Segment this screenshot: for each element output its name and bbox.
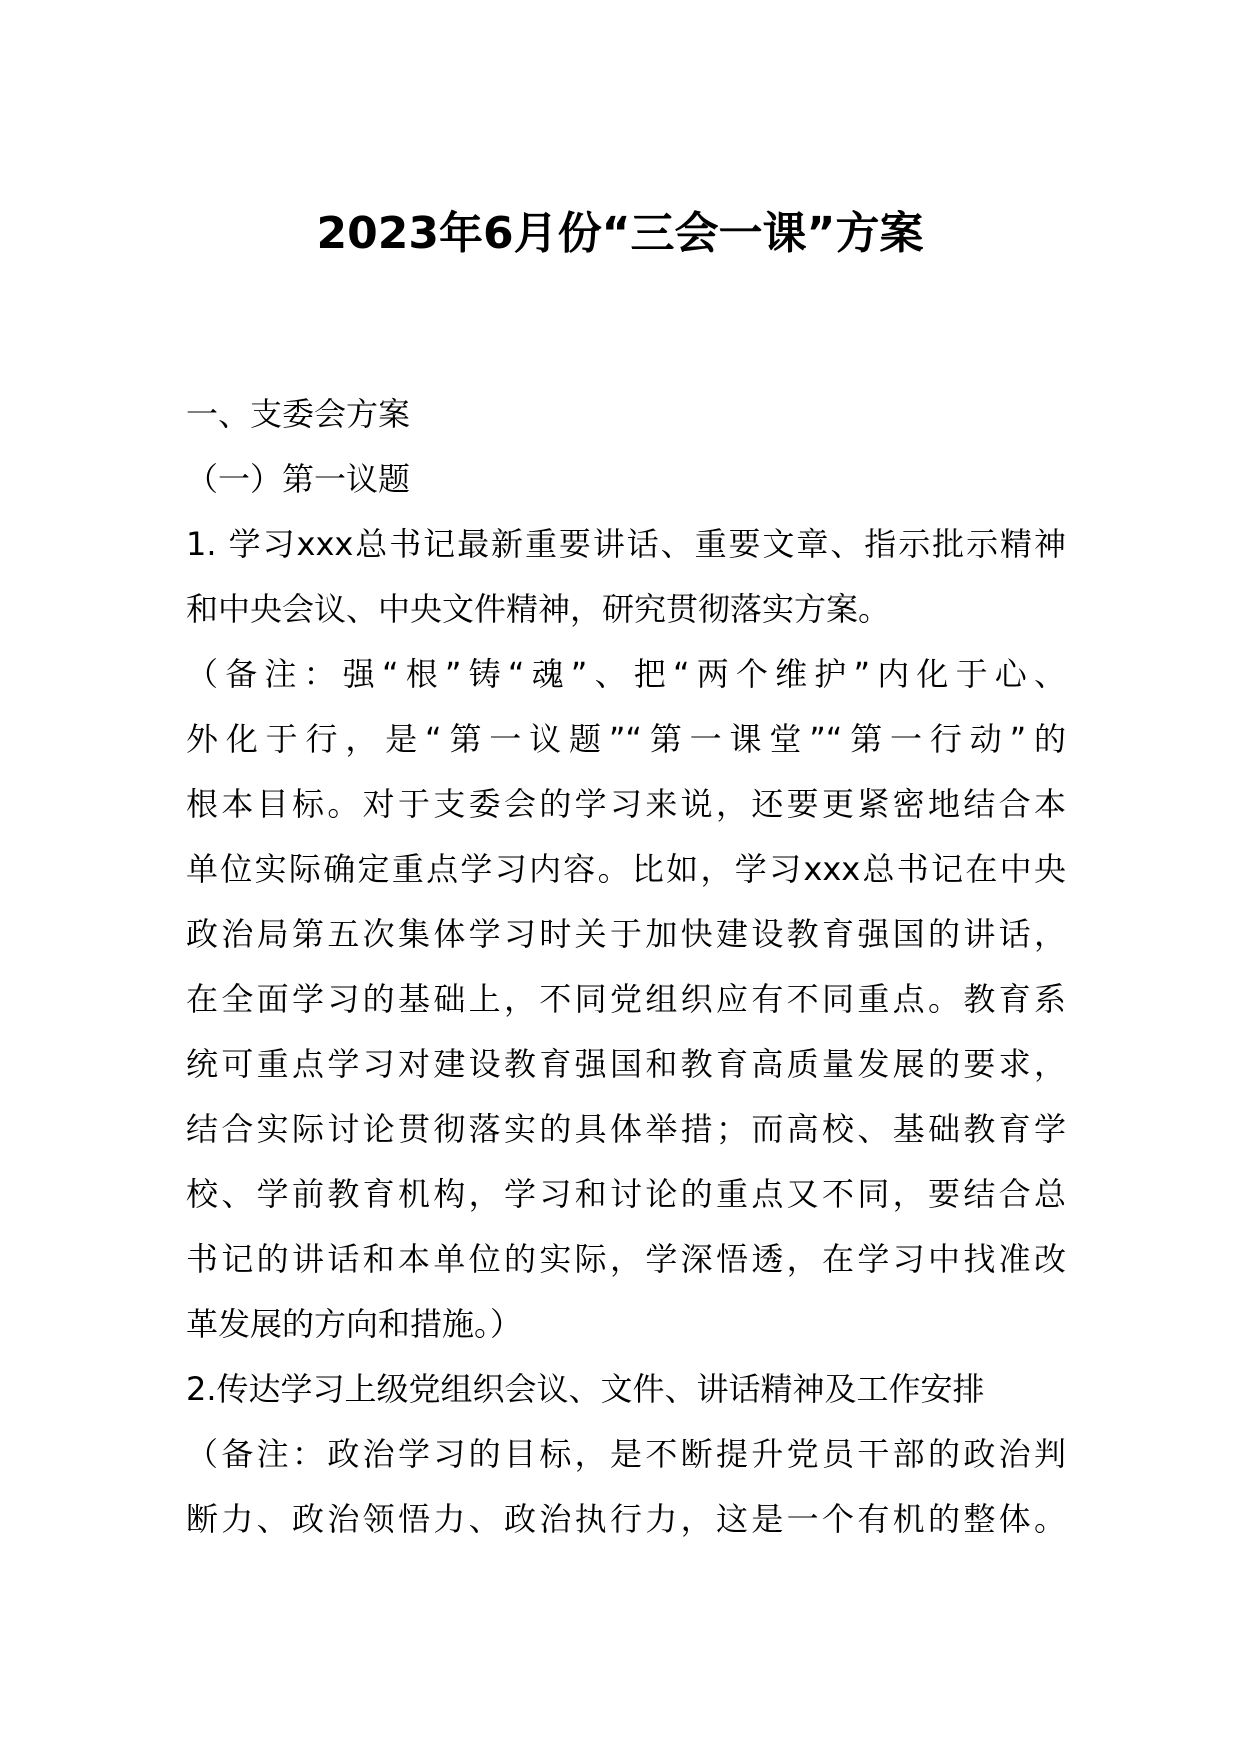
paragraph-line: （备注：政治学习的目标，是不断提升党员干部的政治判 [186,1435,1066,1473]
paragraph-line: 结合实际讨论贯彻落实的具体举措；而高校、基础教育学 [186,1110,1066,1148]
paragraph-line: 和中央会议、中央文件精神，研究贯彻落实方案。 [186,590,891,628]
subsection-heading: （一）第一议题 [186,460,411,498]
paragraph-line: 1. 学习xxx总书记最新重要讲话、重要文章、指示批示精神 [186,525,1066,563]
section-heading: 一、支委会方案 [186,395,411,433]
paragraph-line: 书记的讲话和本单位的实际，学深悟透，在学习中找准改 [186,1240,1066,1278]
paragraph-line: （备注：强“根”铸“魂”、把“两个维护”内化于心、 [186,655,1066,693]
paragraph-line: 在全面学习的基础上，不同党组织应有不同重点。教育系 [186,980,1066,1018]
paragraph-line: 政治局第五次集体学习时关于加快建设教育强国的讲话， [186,915,1066,953]
paragraph-line: 2.传达学习上级党组织会议、文件、讲话精神及工作安排 [186,1370,985,1408]
paragraph-line: 断力、政治领悟力、政治执行力，这是一个有机的整体。 [186,1500,1066,1538]
paragraph-line: 校、学前教育机构，学习和讨论的重点又不同，要结合总 [186,1175,1066,1213]
paragraph-line: 根本目标。对于支委会的学习来说，还要更紧密地结合本 [186,785,1066,823]
paragraph-line: 统可重点学习对建设教育强国和教育高质量发展的要求， [186,1045,1066,1083]
paragraph-line: 革发展的方向和措施。） [186,1305,523,1343]
paragraph-line: 单位实际确定重点学习内容。比如，学习xxx总书记在中央 [186,850,1066,888]
document-title: 2023年6月份“三会一课”方案 [316,208,924,259]
paragraph-line: 外化于行，是“第一议题”“第一课堂”“第一行动”的 [186,720,1066,758]
